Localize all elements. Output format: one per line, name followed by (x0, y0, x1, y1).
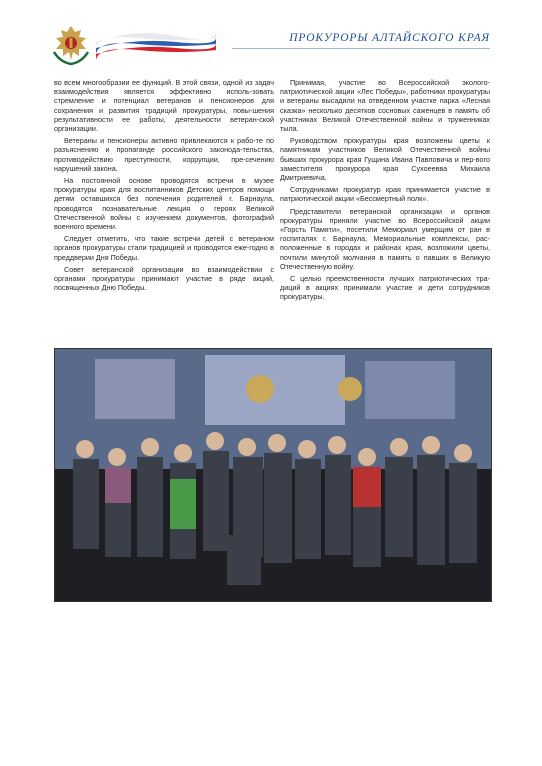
page-header (0, 0, 542, 74)
header-divider (232, 48, 490, 49)
russian-flag-ribbon-icon (96, 30, 216, 60)
paragraph: Ветераны и пенсионеры активно привлекаются к рабо-те по разъяснению и пропаганде российского законода-тельства, противодействию преступности, коррупции, пре-сечению нарушений закона. (54, 136, 274, 173)
paragraph: Совет ветеранской организации во взаимодействии с органами прокуратуры принимают участие в ряде акций, посвященных Дню Победы. (54, 264, 274, 293)
paragraph: Следует отметить, что такие встречи детей с ветераном органов прокуратуры стали традицией и проводятся еже-годно в преддверии Дня Победы. (54, 234, 274, 262)
right-text-column (280, 78, 490, 305)
left-text-column (54, 78, 274, 295)
paragraph: Принимая, участие во Всероссийской эколого-патриотической акции «Лес Победы», работники прокуратуры и ветераны высадили на отведенном участке парка «Лесная сказка» несколько десятков сосновых саженцев в память об участниках Великой Отечественной войны и труженниках тыла. (280, 78, 490, 134)
group-photo (54, 348, 492, 602)
paragraph: во всем многообразии ее функций. В этой связи, одной из задач взаимодействия является эффективно исполь-зовать стремление и потенциал ветеранов и пенсионеров для сохранения и развития традиций прокуратуры, повы-шения результативности ее работы, деятельности ветеран-ской организации. (54, 78, 274, 134)
paragraph: С целью преемственности лучших патриотических тра-диций в акциях принимали участие и дети сотрудников прокуратуры. (280, 274, 490, 302)
header-title: ПРОКУРОРЫ АЛТАЙСКОГО КРАЯ (289, 32, 490, 44)
prosecutor-emblem-icon (48, 22, 94, 66)
paragraph: Представители ветеранской организации и органов прокуратуры приняли участие во Всероссийской акции «Горсть Памяти», посетили Мемориал умерщим от ран в госпиталях г. Барнаула, Мемориальные комплексы, рас-положенные в городах и районах края, возложили цветы, почтили минутой молчания в память о павших в Великую Отечественную войну. (280, 206, 490, 271)
paragraph: Руководством прокуратуры края возложены цветы к памятникам участников Великой Отечественной войны бывших прокурора края Гущина Ивана Павловича и пер-вого заместителя прокурора края Сухоеевва Михаила Дмитриевича. (280, 136, 490, 183)
paragraph: Сотрудниками прокуратур края принимается участие в патриотической акции «Бессмертный полк». (280, 185, 490, 204)
paragraph: На постоянной основе проводятся встречи в музее прокуратуры края для воспитанников Детских центров помощи детям оставшихся без попечения родителей г. Барнаула, проводятся познавательные лекция о героях Великой Отечественной войны с изучением документов, фотографий военного времени. (54, 176, 274, 232)
